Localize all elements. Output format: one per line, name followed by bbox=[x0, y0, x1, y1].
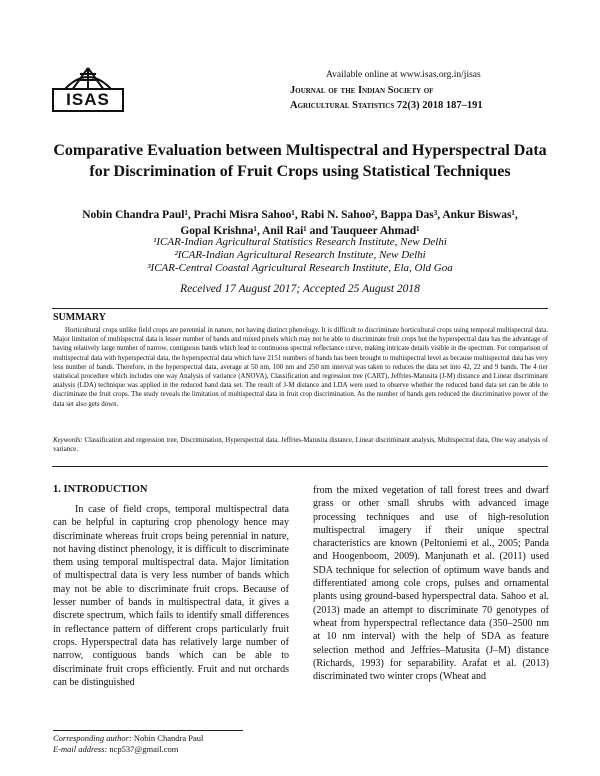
received-accepted-dates: Received 17 August 2017; Accepted 25 August 2018 bbox=[180, 283, 420, 295]
title-line-1: Comparative Evaluation between Multispectral and Hyperspectral Data bbox=[53, 142, 547, 159]
available-online-link[interactable]: Available online at www.isas.org.in/jisas bbox=[326, 70, 481, 80]
corresponding-author-value: Nobin Chandra Paul bbox=[131, 733, 204, 743]
journal-name: Journal of the Indian Society of bbox=[290, 85, 434, 96]
affiliation-2: ²ICAR-Indian Agricultural Research Institute, New Delhi bbox=[174, 249, 426, 261]
affiliations bbox=[40, 236, 560, 275]
author-list bbox=[40, 208, 560, 239]
journal-volume: Agricultural Statistics 72(3) 2018 187–191 bbox=[290, 100, 483, 111]
summary-heading: SUMMARY bbox=[53, 312, 106, 323]
keywords-text: Classification and regression tree, Discrimination, Hyperspectral data, Jeffries-Matusita distance, Linear discriminant analysis, Multispectral data, One way analysis of variance. bbox=[53, 437, 548, 454]
footnote bbox=[53, 733, 303, 755]
email-label: E-mail address: bbox=[53, 744, 108, 754]
column-left bbox=[53, 484, 289, 689]
isas-logo bbox=[52, 66, 124, 114]
title-line-2: for Discrimination of Fruit Crops using Statistical Techniques bbox=[89, 163, 511, 180]
intro-paragraph-left: In case of field crops, temporal multispectral data can be helpful in capturing crop phenology hence may discriminate whereas fruit crops being perennial in nature, not having distinct phenology, it is difficult to discriminate them using temporal multispectral data. Major limitation of multispectral data is very less number of bands which may not be able to discriminate fruit crops. Because of lesser number of bands in multispectral data, it gives a discrete spectrum, which fails to identify small differences in reflectance pattern of different crops particularly fruit crops. Hyperspectral data has relatively large number of narrow, contiguous bands which can be able to discriminate fruit crops efficiently. Fruit and nut orchards can be distinguished bbox=[53, 504, 289, 688]
column-right bbox=[313, 484, 549, 683]
divider-top bbox=[52, 308, 548, 309]
keywords bbox=[53, 436, 548, 454]
email-address bbox=[53, 744, 303, 755]
corresponding-author bbox=[53, 733, 303, 744]
summary-text: Horticultural crops unlike field crops are perennial in nature, not having distinct phenology. It is difficult to discriminate horticultural crops using temporal multispectral data. Major limitation of multispectral data is lesser number of bands and mixed pixels which may not be able to discriminate fruit crops but the hyperspectral data has the advantage of having relatively large number of narrow, contiguous bands which lead to continuous spectral reflectance curve, making intricate details visible in the spectrum. For comparison of multispectral data with hyperspectral data, the hyperspectral data which have 2151 numbers of bands has been brought to multispectral level as because multispectral data has very less number of bands. Therefore, in the hyperspectral data, average at 50 nm, 100 nm and 250 nm interval was taken to reduces the data set into 42, 22 and 9 bands. The 4 tier statistical procedure which includes one way Analysis of variance (ANOVA), Classification and regression tree (CART), Jeffries-Matusita (J-M) distance and Linear discriminant analysis (LDA) technique was applied in the reduced band data set. The result of J-M distance and LDA were used to observe whether the reduced band data set can be able to discriminate the fruit crops. The study reveals the limitation of multispectral data in fruit crop discrimination. As the number of bands gets reduced the discriminative power of the data set also gets down. bbox=[53, 327, 548, 408]
intro-paragraph-right: from the mixed vegetation of tall forest trees and dwarf grass or other small shrubs with advanced image processing techniques and use of high-resolution multispectral imagery if their unique spectral characteristics are known (Peltoniemi et al., 2005; Panda and Hoogenboom, 2009). Manjunath et al. (2011) used SDA technique for selection of optimum wave bands and differentiated among cole crops, pulses and ornamental plants using ground-based hyperspectral data. Sahoo et al. (2013) made an attempt to discriminate 70 genotypes of wheat from hyperspectral reflectance data (350–2500 nm at 10 nm interval) with the help of SDA as feature selection method and Jeffries–Matusita (J–M) distance (Richards, 1993) for separability. Arafat et al. (2013) discriminated two winter crops (Wheat and bbox=[313, 485, 549, 683]
logo-text: ISAS bbox=[52, 88, 124, 112]
footnote-divider bbox=[53, 730, 243, 731]
affiliation-1: ¹ICAR-Indian Agricultural Statistics Research Institute, New Delhi bbox=[153, 236, 447, 248]
corresponding-author-label: Corresponding author: bbox=[53, 733, 132, 743]
divider-bottom bbox=[52, 466, 548, 467]
email-value[interactable]: ncp537@gmail.com bbox=[107, 744, 179, 754]
journal-header bbox=[290, 68, 550, 113]
section-heading-introduction: 1. INTRODUCTION bbox=[53, 484, 148, 495]
paper-title bbox=[40, 140, 560, 182]
affiliation-3: ³ICAR-Central Coastal Agricultural Research Institute, Ela, Old Goa bbox=[147, 262, 453, 274]
authors-line-1: Nobin Chandra Paul¹, Prachi Misra Sahoo¹, Rabi N. Sahoo², Bappa Das³, Ankur Biswas¹, bbox=[82, 209, 518, 221]
keywords-label: Keywords: bbox=[53, 437, 83, 444]
authors-line-2: Gopal Krishna¹, Anil Rai¹ and Tauqueer Ahmad¹ bbox=[180, 224, 420, 237]
